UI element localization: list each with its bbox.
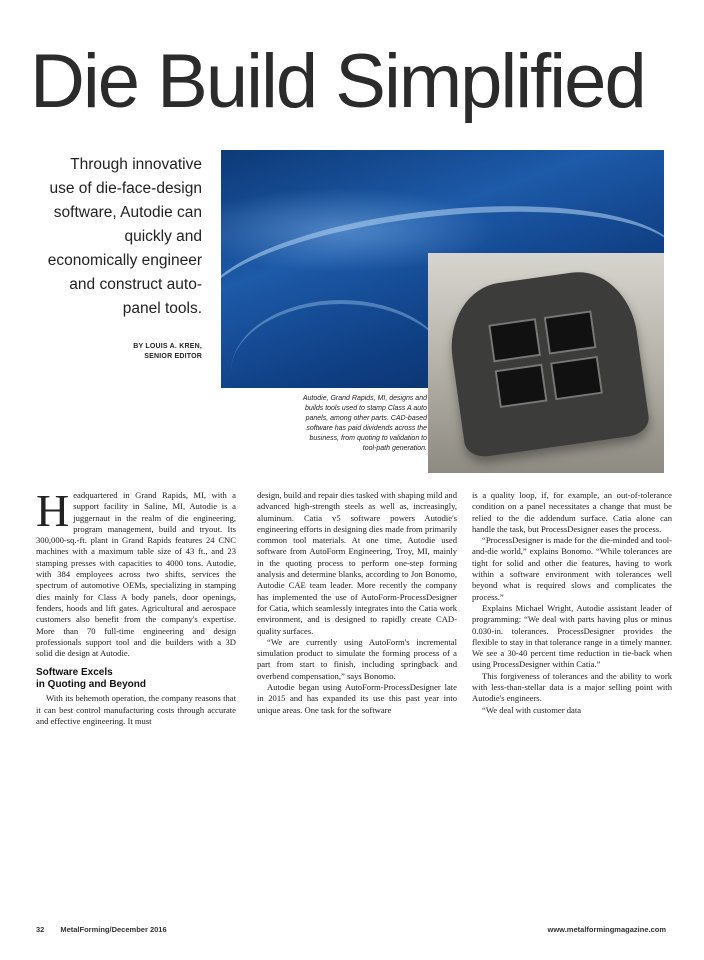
article-column-3 xyxy=(472,490,672,910)
drop-cap: H xyxy=(36,490,70,536)
page-footer-left xyxy=(36,925,167,934)
die-cavity xyxy=(495,364,548,408)
page-number: 32 xyxy=(36,925,45,934)
subhead-line: in Quoting and Beyond xyxy=(36,679,146,691)
caption-line: panels, among other parts. CAD-based xyxy=(305,415,427,422)
deck xyxy=(20,153,202,321)
deck-line: Through innovative xyxy=(70,156,202,173)
deck-line: panel tools. xyxy=(122,300,202,317)
article-paragraph: is a quality loop, if, for example, an out-of-tolerance condition on a panel necessitates a change that must be relied to the die addendum surface. Catia alone can handle the task, but ProcessDesigner eases the process. xyxy=(472,490,672,534)
magazine-issue: MetalForming/December 2016 xyxy=(60,925,167,934)
die-cavity xyxy=(544,310,597,354)
article-paragraph: “We are currently using AutoForm's incremental simulation product to simulate the forming process of a part from start to finish, including springback and overbend compensation,” says Bonomo. xyxy=(257,636,457,681)
paragraph-text: eadquartered in Grand Rapids, MI, with a support facility in Saline, MI, Autodie is a juggernaut in the realm of die engineering, program management, build and tryout. Its 300,000-sq.-ft. plant in Grand Rapids features 24 CNC machines with a maximum table size of 43 ft., and 23 stamping presses with capacities to 4000 tons. Autodie, with 384 employees across two shifts, services the spectrum of automotive OEMs, specializing in stamping dies mainly for Class A body panels, door openings, fenders, hoods and lift gates. Agricultural and aerospace customers also benefit from the company's expertise. More than 70 full-time engineering and design professionals support tool and die builders with a 3D solid die design at Autodie. xyxy=(36,490,236,659)
deck-line: use of die-face-design xyxy=(49,180,202,197)
die-cavity xyxy=(550,356,603,400)
article-column-1 xyxy=(36,490,236,910)
stamping-die-body xyxy=(443,265,651,459)
headline: Die Build Simplified xyxy=(30,39,645,124)
stamping-die-photo xyxy=(428,253,664,473)
article-paragraph: “ProcessDesigner is made for the die-minded and tool-and-die world,” explains Bonomo. “While tolerances are tight for solid and other die features, having to work within a software environment with tolerances well beyond what is required slows and complicates the process.” xyxy=(472,535,672,602)
article-paragraph: With its behemoth operation, the company reasons that it can best control manufacturing costs through accurate and effective engineering. It must xyxy=(36,693,236,727)
die-cavity xyxy=(488,318,541,362)
caption-line: business, from quoting to validation to xyxy=(309,435,427,442)
deck-line: economically engineer xyxy=(47,252,202,269)
subhead-line: Software Excels xyxy=(36,667,113,679)
article-paragraph: design, build and repair dies tasked with shaping mild and advanced high-strength steels as well as, increasingly, aluminum. Catia v5 software powers Autodie's engineering efforts in designing dies made from primarily common tool materials. At one time, Autodie used software from AutoForm Engineering, Troy, MI, mainly in the quoting process to perform one-step forming analysis and determine blanks, according to Jon Bonomo, Autodie CAE team leader. More recently the company has implemented the use of AutoForm-ProcessDesigner for Catia, which seamlessly integrates into the Catia work environment, and is designed to rapidly create CAD-quality surfaces. xyxy=(257,490,457,636)
byline-title: SENIOR EDITOR xyxy=(144,353,202,360)
caption-line: Autodie, Grand Rapids, MI, designs and xyxy=(302,395,427,402)
deck-line: software, Autodie can xyxy=(53,204,202,221)
article-paragraph: This forgiveness of tolerances and the ability to work with less-than-stellar data is a major selling point with Autodie's engineers. xyxy=(472,670,672,704)
article-paragraph: Autodie began using AutoForm-ProcessDesigner late in 2015 and has expanded its use this past year into unique areas. One task for the software xyxy=(257,682,457,715)
caption-line: builds tools used to stamp Class A auto xyxy=(304,405,427,412)
byline xyxy=(40,342,202,362)
section-subhead xyxy=(36,667,236,691)
article-paragraph: “We deal with customer data xyxy=(482,704,582,715)
caption-line: software has paid dividends across the xyxy=(306,425,427,432)
deck-line: quickly and xyxy=(124,228,202,245)
byline-author: BY LOUIS A. KREN, xyxy=(133,343,202,350)
article-column-2 xyxy=(257,490,457,910)
deck-line: and construct auto- xyxy=(69,276,202,293)
article-paragraph xyxy=(36,490,236,659)
photo-caption xyxy=(221,388,427,454)
caption-line: tool-path generation. xyxy=(362,445,427,452)
magazine-url[interactable]: www.metalformingmagazine.com xyxy=(547,925,666,934)
article-paragraph: Explains Michael Wright, Autodie assistant leader of programming: “We deal with parts having plus or minus 0.030-in. tolerances. ProcessDesigner provides the flexible to stay in that tolerance range in a timely manner. We see a 30-40 percent time reduction in tie-back when using ProcessDesigner within Catia.” xyxy=(472,602,672,670)
